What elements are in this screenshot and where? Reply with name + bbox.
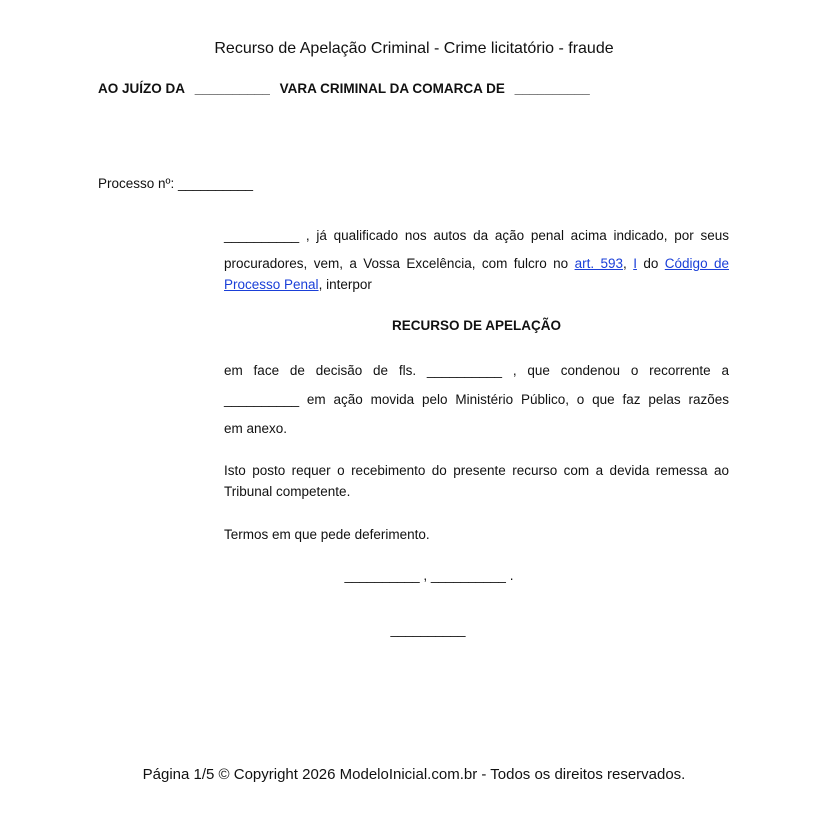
codigo-processo-penal-link-part2[interactable]: Processo Penal [224, 277, 319, 292]
process-number-blank: __________ [177, 176, 254, 191]
section-heading: RECURSO DE APELAÇÃO [391, 318, 561, 333]
separator-comma: , [623, 256, 627, 271]
page-footer: Página 1/5 © Copyright 2026 ModeloInicial.com.br - Todos os direitos reservados. [142, 766, 686, 783]
paragraph-2-line-3: em anexo. [224, 421, 288, 436]
court-header [98, 81, 590, 96]
signature-line: __________ [390, 622, 466, 637]
court-header-part1: AO JUÍZO DA [98, 81, 186, 96]
paragraph-1-line-3-text: , interpor [318, 277, 372, 292]
process-number-line [98, 176, 253, 191]
document-title: Recurso de Apelação Criminal - Crime licitatório - fraude [214, 40, 614, 57]
comarca-blank: __________ [514, 81, 590, 96]
court-number-blank: __________ [194, 81, 270, 96]
paragraph-1-line-2-text: procuradores, vem, a Vossa Excelência, com fulcro no [224, 256, 569, 271]
paragraph-1-line-1: __________ , já qualificado nos autos da ação penal acima indicado, por seus [224, 228, 729, 243]
paragraph-1-line-3 [224, 274, 729, 295]
connector-text: do [643, 256, 659, 271]
inciso-i-link[interactable]: I [633, 256, 637, 271]
codigo-processo-penal-link-part1[interactable]: Código de [664, 256, 729, 271]
closing-text: Termos em que pede deferimento. [224, 527, 430, 542]
process-number-label: Processo nº: [98, 176, 175, 191]
court-header-part2: VARA CRIMINAL DA COMARCA DE [279, 81, 505, 96]
paragraph-1-line-2 [224, 253, 729, 274]
paragraph-2-line-2: __________ em ação movida pelo Ministério Público, o que faz pelas razões [224, 392, 729, 407]
paragraph-2-line-1: em face de decisão de fls. __________ , que condenou o recorrente a [224, 363, 729, 378]
place-date-line: __________ , __________ . [344, 568, 514, 583]
paragraph-3: Isto posto requer o recebimento do presente recurso com a devida remessa ao Tribunal competente. [224, 463, 729, 499]
article-593-link[interactable]: art. 593 [574, 256, 624, 271]
